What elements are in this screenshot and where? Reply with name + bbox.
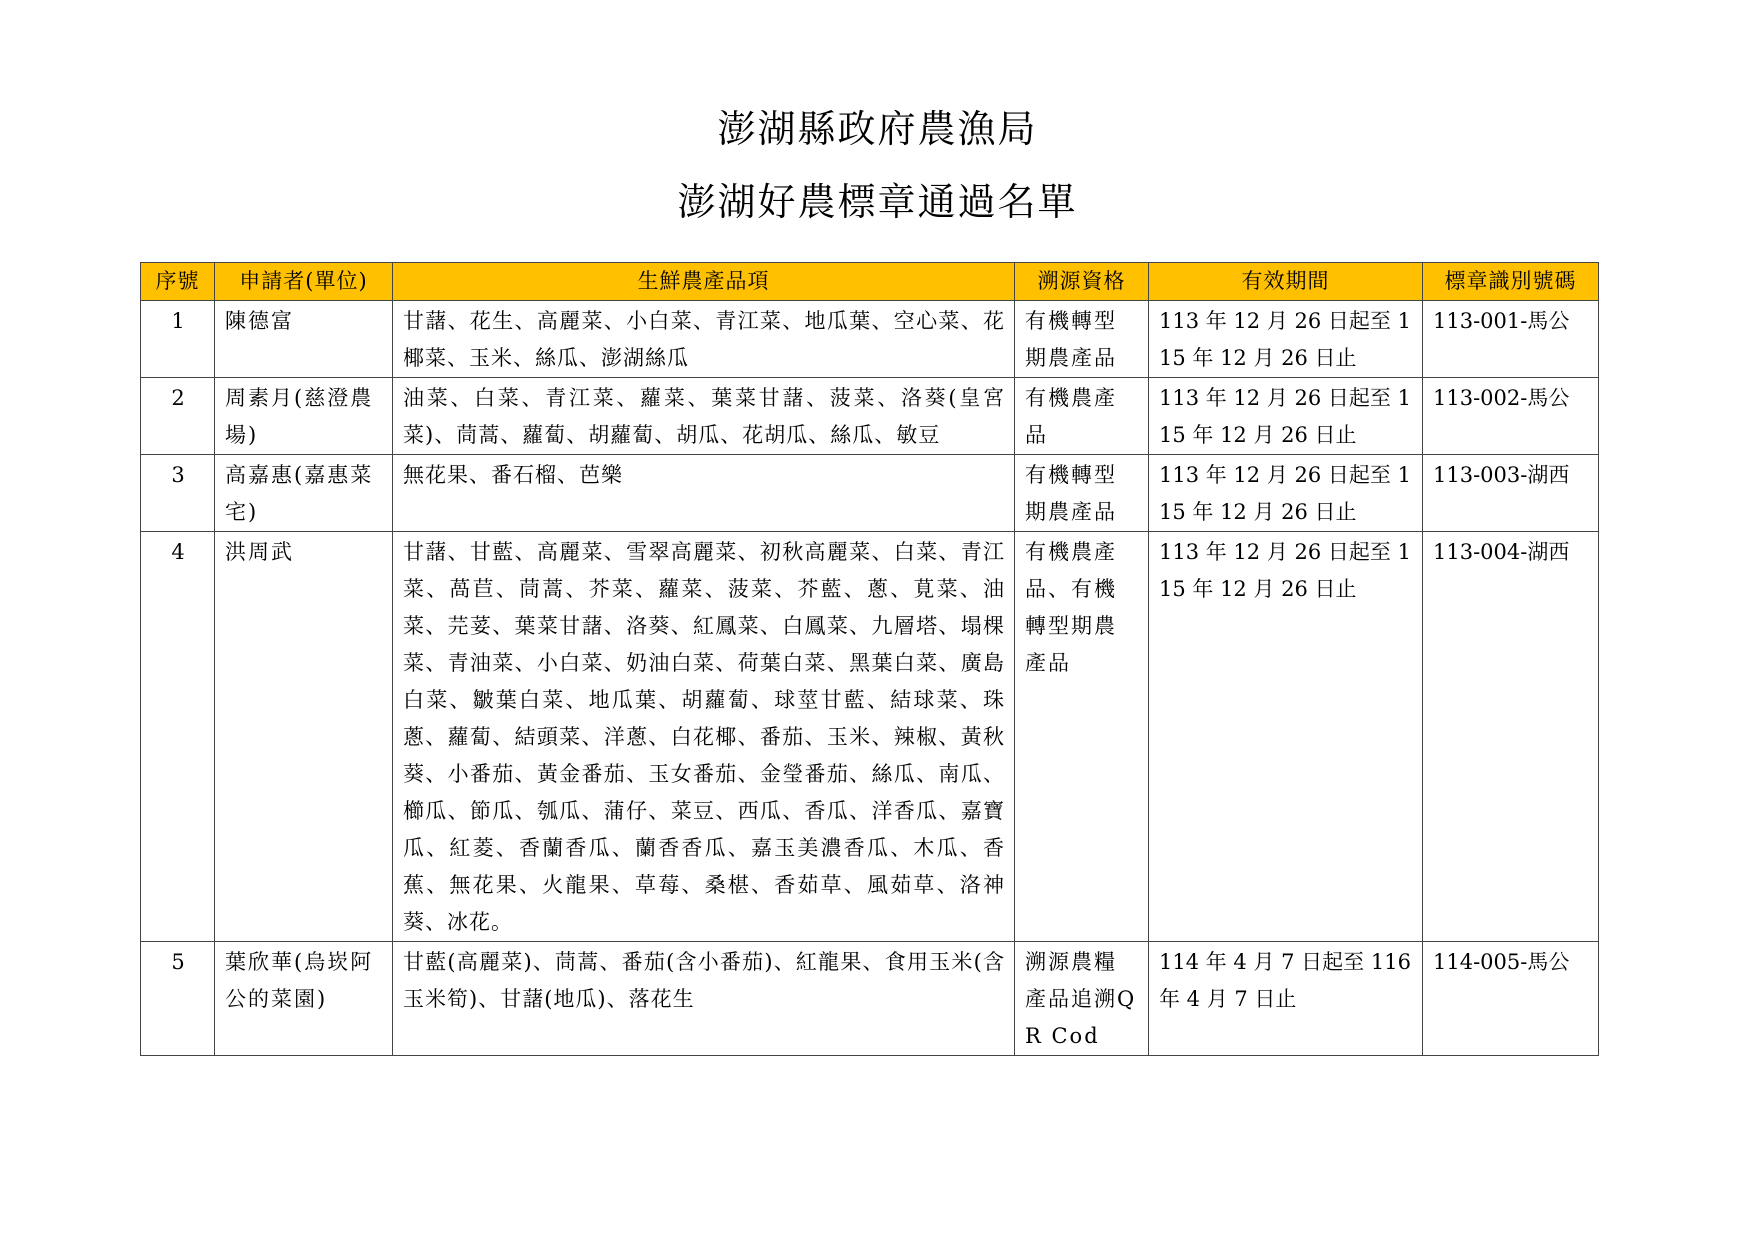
cell-period: 113 年 12 月 26 日起至 115 年 12 月 26 日止 [1149, 455, 1423, 532]
cell-no: 5 [141, 942, 215, 1056]
cell-products: 無花果、番石榴、芭樂 [393, 455, 1015, 532]
document-subtitle: 澎湖好農標章通過名單 [677, 180, 1078, 224]
cell-period: 113 年 12 月 26 日起至 115 年 12 月 26 日止 [1149, 301, 1423, 378]
cell-products: 甘藷、甘藍、高麗菜、雪翠高麗菜、初秋高麗菜、白菜、青江菜、萵苣、茼蒿、芥菜、蘿菜、菠菜、芥藍、蔥、莧菜、油菜、芫荽、葉菜甘藷、洛葵、紅鳳菜、白鳳菜、九層塔、塌棵菜、青油菜、小白菜、奶油白菜、荷葉白菜、黑葉白菜、廣島白菜、皺葉白菜、地瓜葉、胡蘿蔔、球莖甘藍、結球菜、珠蔥、蘿蔔、結頭菜、洋蔥、白花椰、番茄、玉米、辣椒、黃秋葵、小番茄、黃金番茄、玉女番茄、金瑩番茄、絲瓜、南瓜、櫛瓜、節瓜、瓠瓜、蒲仔、菜豆、西瓜、香瓜、洋香瓜、嘉寶瓜、紅菱、香蘭香瓜、蘭香香瓜、嘉玉美濃香瓜、木瓜、香蕉、無花果、火龍果、草莓、桑椹、香茹草、風茹草、洛神葵、冰花。 [393, 532, 1015, 942]
cell-no: 3 [141, 455, 215, 532]
cell-no: 2 [141, 378, 215, 455]
cell-trace: 有機農產品、有機轉型期農產品 [1015, 532, 1149, 942]
table-header [141, 263, 1599, 301]
header-row [141, 263, 1599, 301]
table-row [141, 301, 1599, 378]
cell-applicant: 周素月(慈澄農場) [215, 378, 393, 455]
cell-applicant: 洪周武 [215, 532, 393, 942]
header-label-id: 標章識別號碼 [1423, 263, 1599, 301]
cell-label-id: 113-002-馬公 [1423, 378, 1599, 455]
cell-label-id: 113-001-馬公 [1423, 301, 1599, 378]
cell-no: 4 [141, 532, 215, 942]
cell-no: 1 [141, 301, 215, 378]
header-applicant: 申請者(單位) [215, 263, 393, 301]
cell-trace: 有機轉型期農產品 [1015, 301, 1149, 378]
cell-trace: 溯源農糧產品追溯QR Cod [1015, 942, 1149, 1056]
header-trace: 溯源資格 [1015, 263, 1149, 301]
table-row [141, 378, 1599, 455]
cell-period: 113 年 12 月 26 日起至 115 年 12 月 26 日止 [1149, 532, 1423, 942]
table-row [141, 532, 1599, 942]
header-period: 有效期間 [1149, 263, 1423, 301]
document-title: 澎湖縣政府農漁局 [717, 107, 1038, 151]
cell-trace: 有機農產品 [1015, 378, 1149, 455]
cell-applicant: 高嘉惠(嘉惠菜宅) [215, 455, 393, 532]
cell-applicant: 陳德富 [215, 301, 393, 378]
cell-period: 114 年 4 月 7 日起至 116 年 4 月 7 日止 [1149, 942, 1423, 1056]
cell-trace: 有機轉型期農產品 [1015, 455, 1149, 532]
header-no: 序號 [141, 263, 215, 301]
cell-label-id: 113-004-湖西 [1423, 532, 1599, 942]
cell-label-id: 113-003-湖西 [1423, 455, 1599, 532]
cell-applicant: 葉欣華(烏崁阿公的菜園) [215, 942, 393, 1056]
cell-products: 甘藷、花生、高麗菜、小白菜、青江菜、地瓜葉、空心菜、花椰菜、玉米、絲瓜、澎湖絲瓜 [393, 301, 1015, 378]
cell-products: 甘藍(高麗菜)、茼蒿、番茄(含小番茄)、紅龍果、食用玉米(含玉米筍)、甘藷(地瓜)、落花生 [393, 942, 1015, 1056]
table-body [141, 301, 1599, 1056]
header-products: 生鮮農產品項 [393, 263, 1015, 301]
approval-list-table [140, 262, 1599, 1056]
cell-products: 油菜、白菜、青江菜、蘿菜、葉菜甘藷、菠菜、洛葵(皇宮菜)、茼蒿、蘿蔔、胡蘿蔔、胡瓜、花胡瓜、絲瓜、敏豆 [393, 378, 1015, 455]
cell-label-id: 114-005-馬公 [1423, 942, 1599, 1056]
table-row [141, 455, 1599, 532]
cell-period: 113 年 12 月 26 日起至 115 年 12 月 26 日止 [1149, 378, 1423, 455]
table-row [141, 942, 1599, 1056]
